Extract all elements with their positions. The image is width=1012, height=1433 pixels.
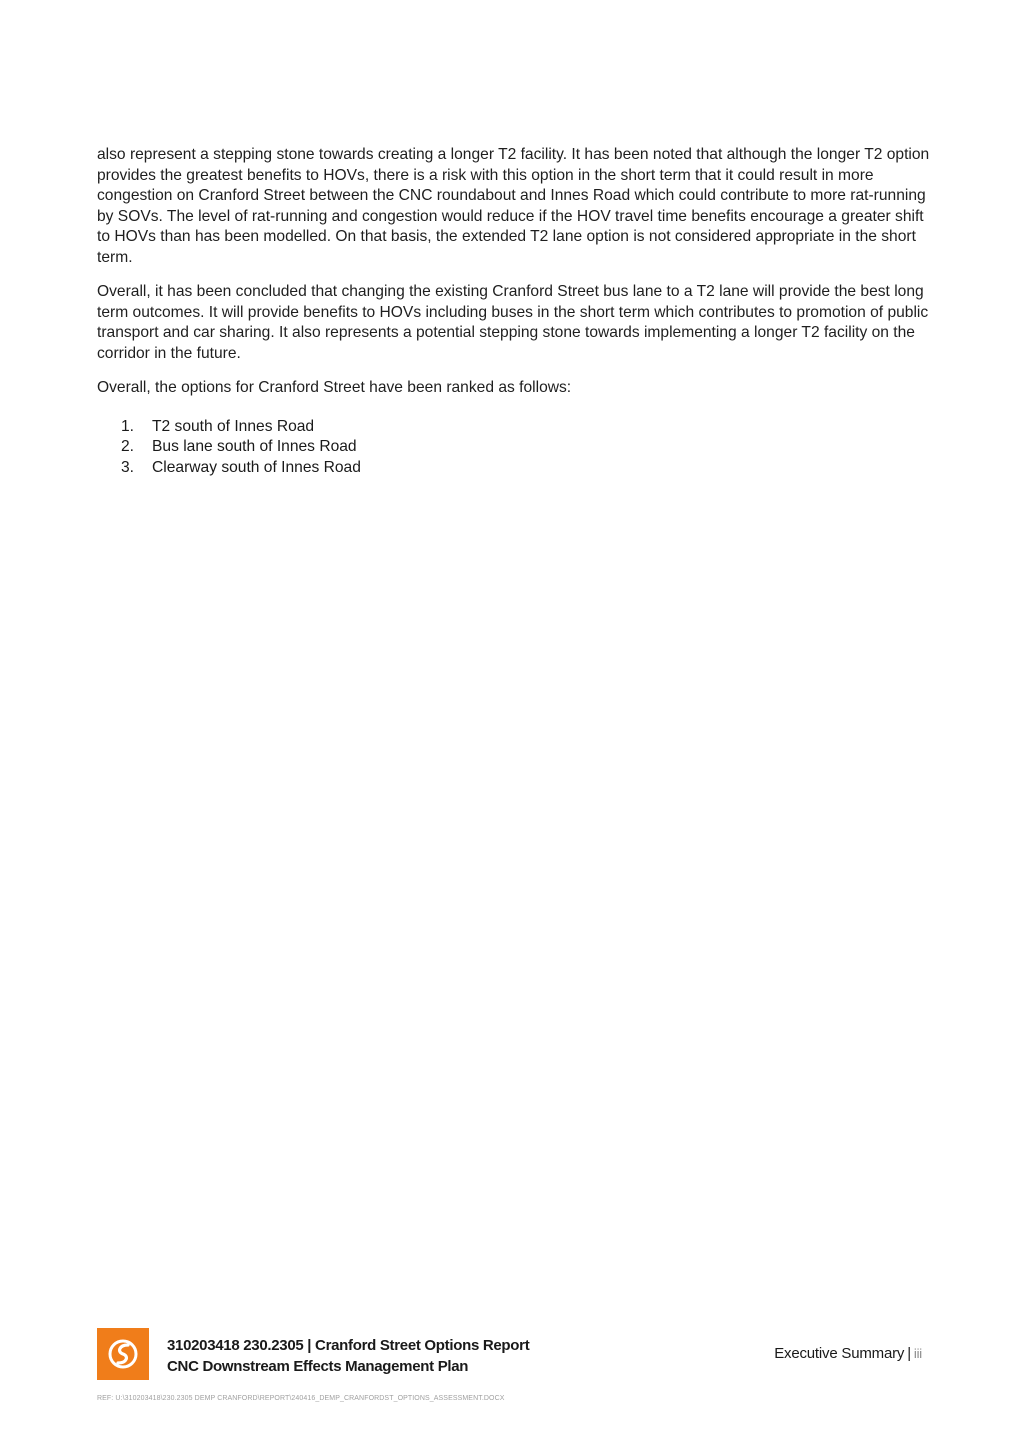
list-item-number: 2. xyxy=(121,438,135,455)
list-item xyxy=(97,437,933,458)
page-number: iii xyxy=(913,1346,922,1361)
list-item-number: 1. xyxy=(121,417,135,435)
list-item xyxy=(97,458,933,479)
report-title: 310203418 230.2305 | Cranford Street Options Report xyxy=(167,1337,530,1354)
list-item-number: 3. xyxy=(121,458,135,476)
stantec-logo-icon xyxy=(97,1328,149,1380)
section-separator: | xyxy=(907,1345,911,1362)
paragraph-ranking-intro: Overall, the options for Cranford Street have been ranked as follows: xyxy=(97,379,572,396)
ranked-options-list xyxy=(97,417,933,479)
paragraph-conclusion: Overall, it has been concluded that changing the existing Cranford Street bus lane to a T2 lane will provide the best long term outcomes. It will provide benefits to HOVs including buses in the short term which contributes to promotion of public transport and car sharing. It also represents a potential stepping stone towards implementing a longer T2 facility on the corridor in the future. xyxy=(97,283,929,362)
body-content xyxy=(97,145,933,478)
list-item xyxy=(97,417,933,438)
page-footer xyxy=(97,1328,922,1378)
project-title: CNC Downstream Effects Management Plan xyxy=(167,1358,469,1375)
paragraph-t2-risk: also represent a stepping stone towards creating a longer T2 facility. It has been noted that although the longer T2 option provides the greatest benefits to HOVs, there is a risk with this option in the short term that it could result in more congestion on Cranford Street between the CNC roundabout and Innes Road which could contribute to more rat-running by SOVs. The level of rat-running and congestion would reduce if the HOV travel time benefits encourage a greater shift to HOVs than has been modelled. On that basis, the extended T2 lane option is not considered appropriate in the short term. xyxy=(97,146,930,266)
list-item-label: Clearway south of Innes Road xyxy=(152,458,361,476)
file-reference: REF: U:\310203418\230.2305 DEMP CRANFORD\REPORT\240416_DEMP_CRANFORDST_OPTIONS_ASSESSMENT.DOCX xyxy=(97,1395,505,1402)
list-item-label: Bus lane south of Innes Road xyxy=(152,438,357,455)
list-item-label: T2 south of Innes Road xyxy=(152,417,315,435)
section-label: Executive Summary xyxy=(774,1345,905,1362)
footer-titles xyxy=(167,1335,529,1377)
section-indicator xyxy=(774,1345,922,1362)
